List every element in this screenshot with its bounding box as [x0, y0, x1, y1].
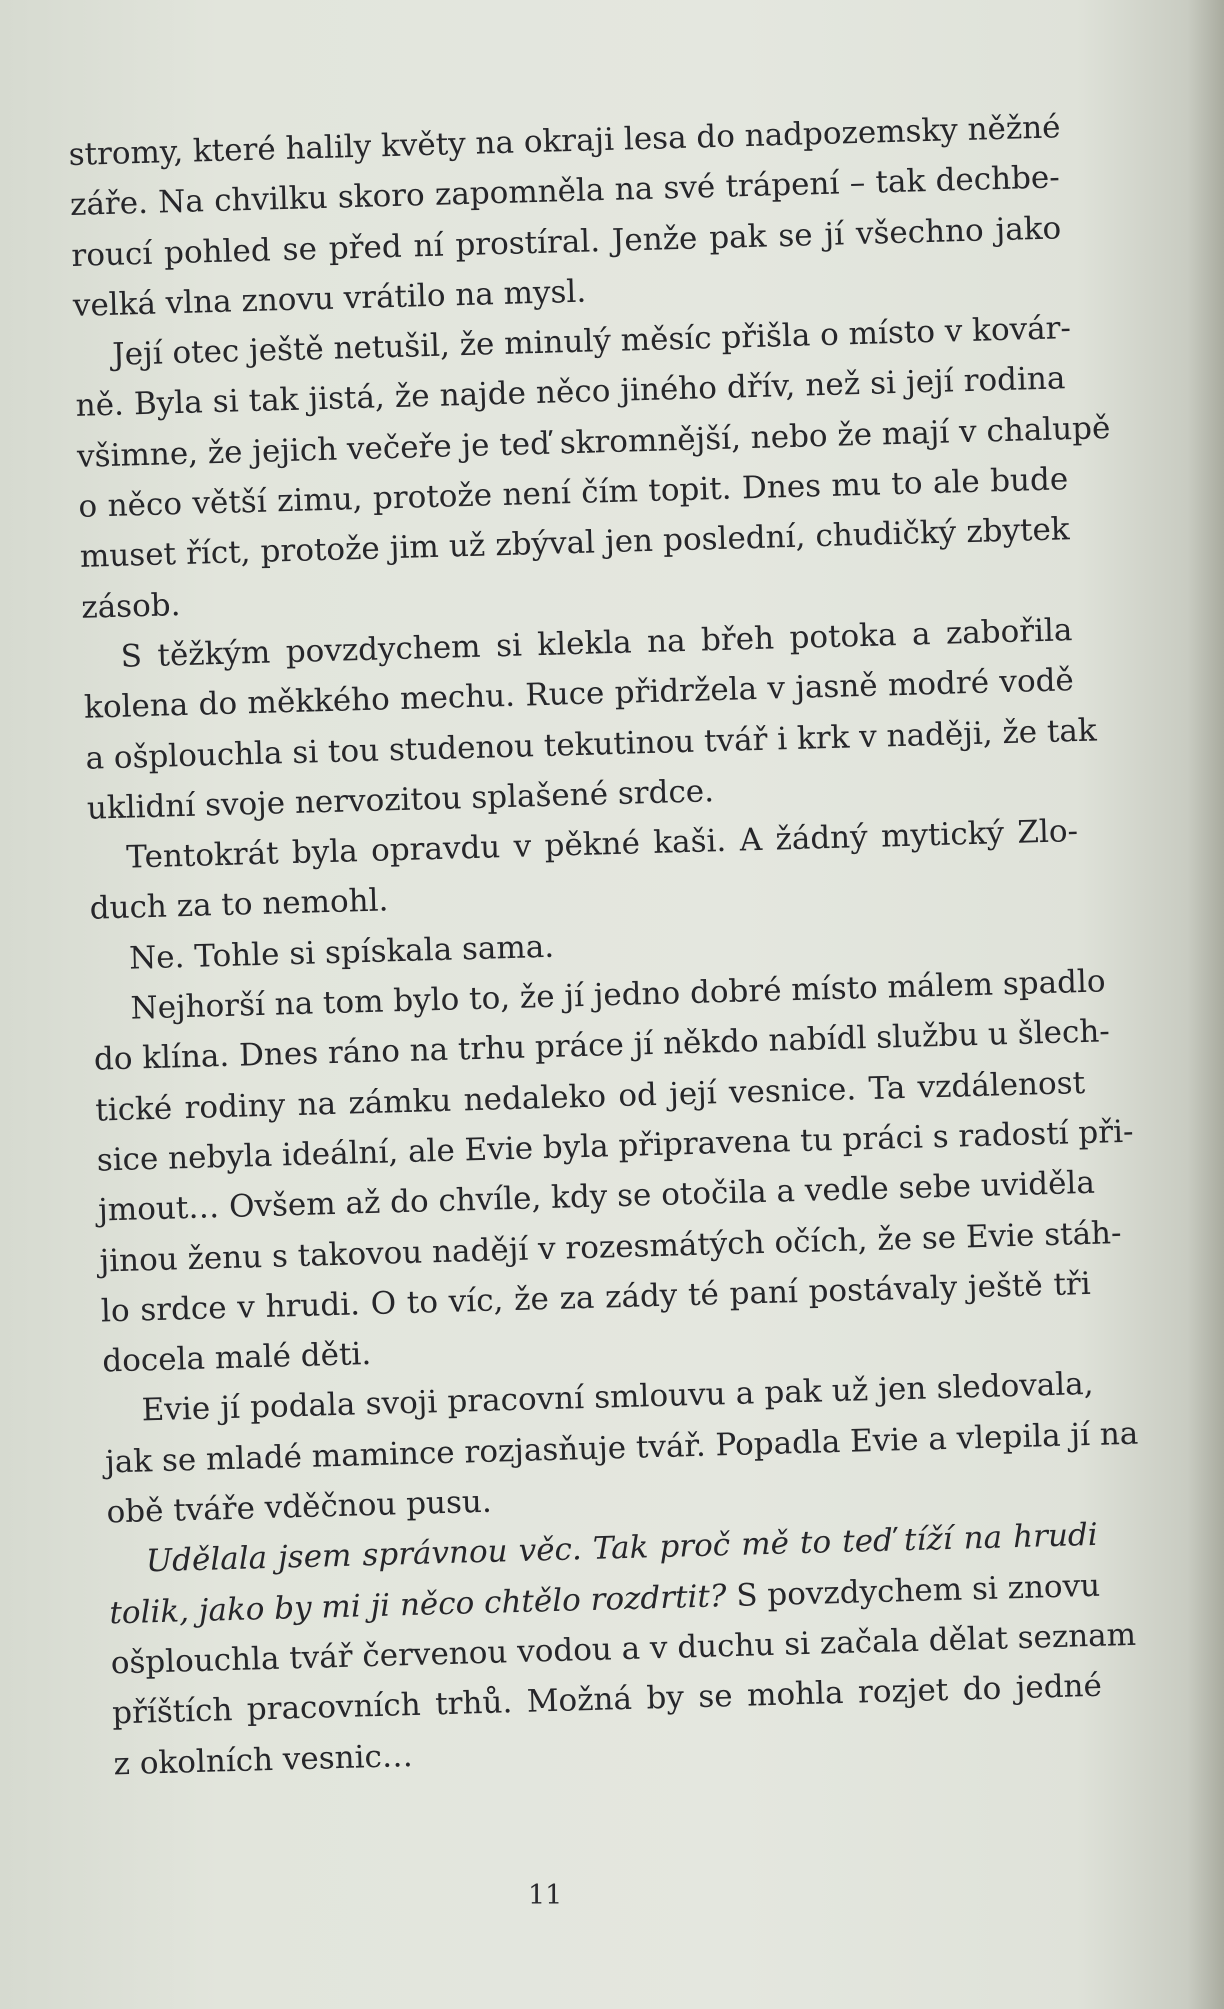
text-line: z okolních vesnic… [113, 1737, 414, 1782]
text-line: jak se mladé mamince rozjasňuje tvář. Popadla Evie a vlepila jí na [104, 1415, 1139, 1481]
text-line: roucí pohled se před ní prostíral. Jenže pak se jí všechno jako [71, 209, 1062, 274]
text-line: ošplouchla tvář červenou vodou a v duchu si začala dělat seznam [110, 1616, 1137, 1682]
text-line: Udělala jsem správnou věc. Tak proč mě to teď tíží na hrudi [145, 1517, 1099, 1580]
text-line: muset říct, protože jim už zbýval jen poslední, chudičký zbytek [79, 511, 1071, 576]
text-line: duch za to nemohl. [89, 882, 389, 928]
italic-text: tolik, jako by mi ji něco chtělo rozdrtit? [108, 1577, 727, 1632]
text-line: tické rodiny na zámku nedaleko od její vesnice. Ta vzdálenost [94, 1064, 1086, 1129]
text-line: o něco větší zimu, protože není čím topit. Dnes mu to ale bude [78, 461, 1069, 525]
text-line: Evie jí podala svoji pracovní smlouvu a pak už jen sledovala, [141, 1366, 1094, 1429]
text-line: jmout… Ovšem až do chvíle, kdy se otočila a vedle sebe uviděla [97, 1164, 1096, 1229]
text-line: všimne, že jejich večeře je teď skromnější, nebo že mají v chalupě [76, 409, 1111, 475]
text-line: S těžkým povzdychem si klekla na břeh potoka a zabořila [120, 612, 1073, 675]
text-line: docela malé děti. [101, 1336, 372, 1380]
body-text [68, 102, 1139, 1789]
text-line: obě tváře vděčnou pusu. [106, 1483, 493, 1531]
text-line: lo srdce v hrudi. O to víc, že za zády té paní postávaly ještě tři [100, 1265, 1092, 1330]
text-run: S povzdychem si znovu [725, 1567, 1101, 1614]
page-number: 11 [528, 1880, 563, 1911]
text-line: Tentokrát byla opravdu v pěkné kaši. A žádný mytický Zlo- [125, 813, 1079, 876]
text-line: jinou ženu s takovou nadějí v rozesmátých očích, že se Evie stáh- [99, 1214, 1122, 1280]
text-line: příštích pracovních trhů. Možná by se mohla rozjet do jedné [111, 1667, 1103, 1732]
text-line: Ne. Tohle si spískala sama. [128, 928, 555, 977]
text-line: Její otec ještě netušil, že minulý měsíc přišla o místo v kovár- [111, 310, 1072, 374]
text-line: stromy, které halily květy na okraji lesa do nadpozemsky něžné [68, 109, 1061, 173]
text-line: ně. Byla si tak jistá, že najde něco jiného dřív, než si její rodina [75, 360, 1066, 425]
text-line: do klína. Dnes ráno na trhu práce jí někdo nabídl službu u šlech- [93, 1013, 1111, 1078]
text-line: záře. Na chvilku skoro zapomněla na své trápení – tak dechbe- [69, 159, 1061, 224]
text-line: uklidní svoje nervozitou splašené srdce. [86, 773, 715, 827]
text-line: zásob. [80, 586, 181, 626]
text-line: kolena do měkkého mechu. Ruce přidržela v jasně modré vodě [83, 662, 1075, 727]
text-line: velká vlna znovu vrátilo na mysl. [72, 273, 587, 324]
text-line: Nejhorší na tom bylo to, že jí jedno dobré místo málem spadlo [130, 963, 1106, 1027]
text-line: a ošplouchla si tou studenou tekutinou tvář i krk v naději, že tak [85, 712, 1098, 777]
text-line: sice nebyla ideální, ale Evie byla připravena tu práci s radostí při- [96, 1113, 1134, 1179]
